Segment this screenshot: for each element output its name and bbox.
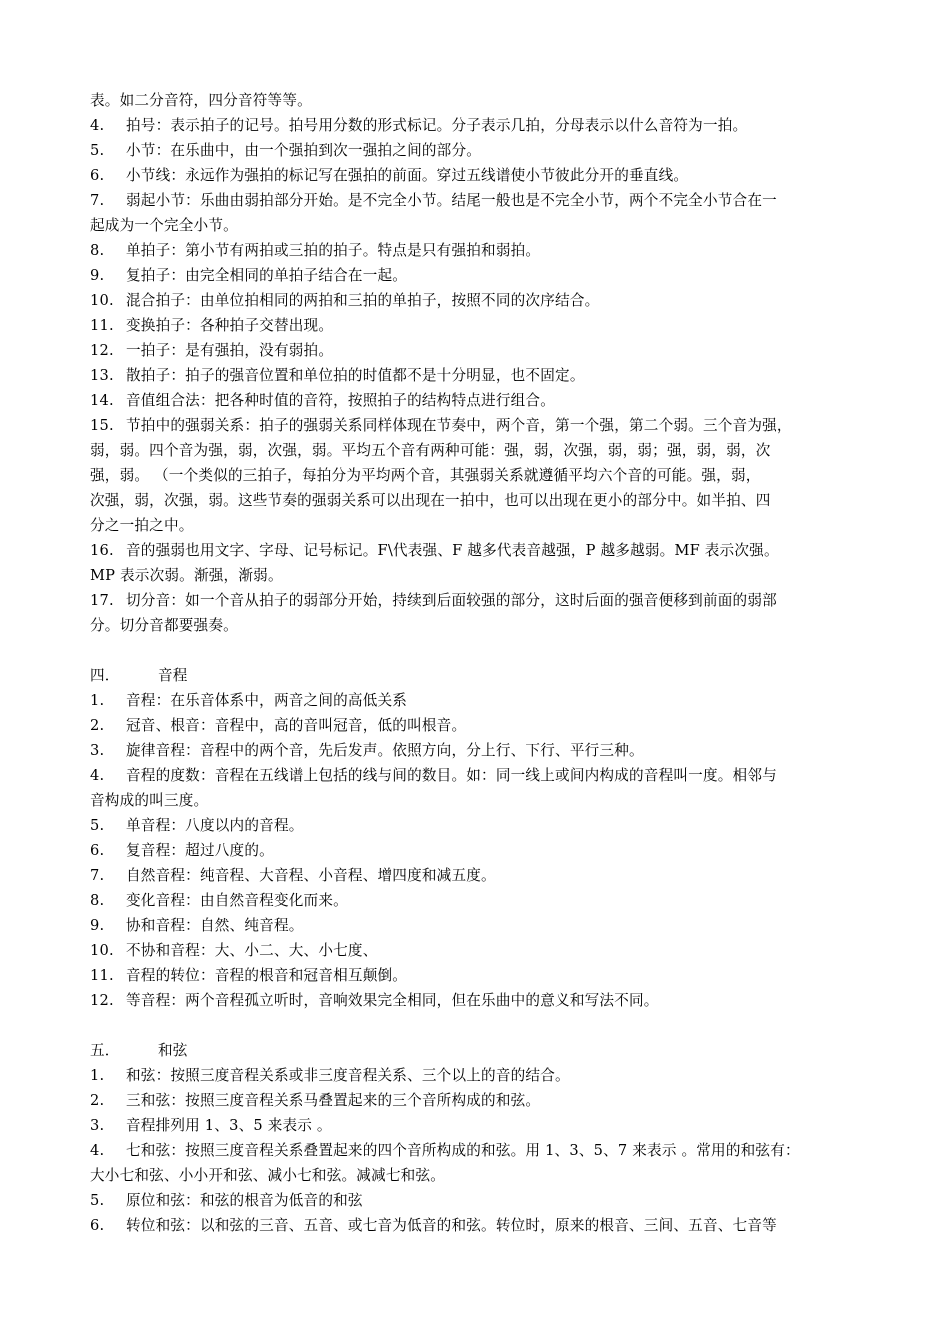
item-text: 旋律音程：音程中的两个音，先后发声。依照方向，分上行、下行、平行三种。 bbox=[126, 742, 644, 759]
item-text: 切分音：如一个音从拍子的弱部分开始，持续到后面较强的部分，这时后面的强音便移到前面的弱部 bbox=[126, 592, 777, 609]
item-text: 原位和弦：和弦的根音为低音的和弦 bbox=[126, 1192, 363, 1209]
list-item bbox=[90, 813, 862, 838]
item-number: 11. bbox=[90, 967, 114, 984]
list-item bbox=[90, 963, 862, 988]
item-number: 4. bbox=[90, 117, 105, 134]
list-item bbox=[90, 313, 862, 338]
list-item bbox=[90, 1113, 862, 1138]
item-number: 5. bbox=[90, 1192, 105, 1209]
section-spacer bbox=[90, 1013, 862, 1038]
list-item bbox=[90, 1088, 862, 1113]
list-item bbox=[90, 863, 862, 888]
item-number: 9. bbox=[90, 267, 105, 284]
list-item bbox=[90, 988, 862, 1013]
item-text: 小节：在乐曲中，由一个强拍到次一强拍之间的部分。 bbox=[126, 142, 482, 159]
item-text: 一拍子：是有强拍，没有弱拍。 bbox=[126, 342, 334, 359]
item-number: 8. bbox=[90, 892, 105, 909]
list-item bbox=[90, 738, 862, 763]
item-number: 2. bbox=[90, 1092, 105, 1109]
section-number: 四． bbox=[90, 667, 120, 684]
item-text: 冠音、根音：音程中，高的音叫冠音，低的叫根音。 bbox=[126, 717, 467, 734]
item-text: 不协和音程：大、小二、大、小七度、 bbox=[126, 942, 378, 959]
item-text: 变化音程：由自然音程变化而来。 bbox=[126, 892, 348, 909]
item-number: 16. bbox=[90, 542, 114, 559]
item-text: 七和弦：按照三度音程关系叠置起来的四个音所构成的和弦。用 1、3、5、7 来表示 。常用的和弦有： bbox=[126, 1142, 800, 1159]
item-number: 4. bbox=[90, 1142, 105, 1159]
item-continuation: 分之一拍之中。 bbox=[90, 517, 194, 534]
item-text: 音值组合法：把各种时值的音符，按照拍子的结构特点进行组合。 bbox=[126, 392, 556, 409]
item-number: 3. bbox=[90, 742, 105, 759]
section-spacer bbox=[90, 638, 862, 663]
item-number: 7. bbox=[90, 867, 105, 884]
item-number: 7. bbox=[90, 192, 105, 209]
list-item bbox=[90, 538, 862, 563]
item-number: 8. bbox=[90, 242, 105, 259]
item-continuation: 强，弱。 （一个类似的三拍子，每拍分为平均两个音，其强弱关系就遵循平均六个音的可能。强，弱， bbox=[90, 467, 761, 484]
item-text: 协和音程：自然、纯音程。 bbox=[126, 917, 304, 934]
item-number: 5. bbox=[90, 142, 105, 159]
item-text: 音程：在乐音体系中，两音之间的高低关系 bbox=[126, 692, 408, 709]
item-number: 3. bbox=[90, 1117, 105, 1134]
item-number: 11. bbox=[90, 317, 114, 334]
list-item bbox=[90, 938, 862, 963]
item-number: 4. bbox=[90, 767, 105, 784]
list-item bbox=[90, 1213, 862, 1238]
section-title: 音程 bbox=[158, 667, 188, 684]
item-number: 6. bbox=[90, 167, 105, 184]
item-text: 混合拍子：由单位拍相同的两拍和三拍的单拍子，按照不同的次序结合。 bbox=[126, 292, 600, 309]
item-number: 14. bbox=[90, 392, 114, 409]
list-item bbox=[90, 413, 862, 438]
item-number: 12. bbox=[90, 992, 114, 1009]
continued-line: 表。如二分音符，四分音符等等。 bbox=[90, 92, 312, 109]
item-text: 小节线：永远作为强拍的标记写在强拍的前面。穿过五线谱使小节彼此分开的垂直线。 bbox=[126, 167, 689, 184]
list-item bbox=[90, 338, 862, 363]
list-item bbox=[90, 238, 862, 263]
item-text: 变换拍子：各种拍子交替出现。 bbox=[126, 317, 334, 334]
item-text: 转位和弦：以和弦的三音、五音、或七音为低音的和弦。转位时，原来的根音、三间、五音、七音等 bbox=[126, 1217, 777, 1234]
list-item bbox=[90, 138, 862, 163]
list-item bbox=[90, 588, 862, 613]
item-text: 自然音程：纯音程、大音程、小音程、增四度和减五度。 bbox=[126, 867, 496, 884]
list-item bbox=[90, 288, 862, 313]
item-number: 1. bbox=[90, 1067, 105, 1084]
section-heading bbox=[90, 663, 862, 688]
item-number: 12. bbox=[90, 342, 114, 359]
section-heading bbox=[90, 1038, 862, 1063]
list-item bbox=[90, 888, 862, 913]
list-item bbox=[90, 163, 862, 188]
item-number: 6. bbox=[90, 842, 105, 859]
item-text: 等音程：两个音程孤立听时，音响效果完全相同，但在乐曲中的意义和写法不同。 bbox=[126, 992, 659, 1009]
item-number: 2. bbox=[90, 717, 105, 734]
list-item bbox=[90, 838, 862, 863]
item-text: 散拍子：拍子的强音位置和单位拍的时值都不是十分明显，也不固定。 bbox=[126, 367, 585, 384]
item-number: 5. bbox=[90, 817, 105, 834]
item-text: 音的强弱也用文字、字母、记号标记。F\代表强、F 越多代表音越强，P 越多越弱。MF 表示次强。 bbox=[126, 542, 779, 559]
document-body bbox=[90, 88, 862, 1238]
item-text: 音程的转位：音程的根音和冠音相互颠倒。 bbox=[126, 967, 408, 984]
item-text: 复音程：超过八度的。 bbox=[126, 842, 274, 859]
list-item bbox=[90, 688, 862, 713]
section-title: 和弦 bbox=[158, 1042, 188, 1059]
item-continuation: 次强，弱，次强，弱。这些节奏的强弱关系可以出现在一拍中，也可以出现在更小的部分中。如半拍、四 bbox=[90, 492, 771, 509]
item-continuation: MP 表示次弱。渐强，渐弱。 bbox=[90, 567, 283, 584]
item-text: 三和弦：按照三度音程关系马叠置起来的三个音所构成的和弦。 bbox=[126, 1092, 541, 1109]
item-continuation: 大小七和弦、小小开和弦、减小七和弦。减减七和弦。 bbox=[90, 1167, 446, 1184]
item-number: 15. bbox=[90, 417, 114, 434]
list-item bbox=[90, 913, 862, 938]
item-text: 复拍子：由完全相同的单拍子结合在一起。 bbox=[126, 267, 408, 284]
item-text: 节拍中的强弱关系：拍子的强弱关系同样体现在节奏中，两个音，第一个强，第二个弱。三个音为强， bbox=[126, 417, 792, 434]
item-continuation: 音构成的叫三度。 bbox=[90, 792, 209, 809]
item-number: 10. bbox=[90, 292, 114, 309]
list-item bbox=[90, 1138, 862, 1163]
list-item bbox=[90, 113, 862, 138]
list-item bbox=[90, 763, 862, 788]
item-continuation: 起成为一个完全小节。 bbox=[90, 217, 238, 234]
item-text: 单音程：八度以内的音程。 bbox=[126, 817, 304, 834]
item-number: 10. bbox=[90, 942, 114, 959]
item-number: 9. bbox=[90, 917, 105, 934]
item-text: 和弦：按照三度音程关系或非三度音程关系、三个以上的音的结合。 bbox=[126, 1067, 570, 1084]
item-number: 13. bbox=[90, 367, 114, 384]
item-number: 1. bbox=[90, 692, 105, 709]
item-continuation: 分。切分音都要强奏。 bbox=[90, 617, 238, 634]
item-number: 6. bbox=[90, 1217, 105, 1234]
list-item bbox=[90, 1188, 862, 1213]
item-text: 拍号：表示拍子的记号。拍号用分数的形式标记。分子表示几拍，分母表示以什么音符为一拍。 bbox=[126, 117, 748, 134]
item-continuation: 弱，弱。四个音为强，弱，次强，弱。平均五个音有两种可能：强，弱，次强，弱，弱；强，弱，弱，次 bbox=[90, 442, 771, 459]
item-number: 17. bbox=[90, 592, 114, 609]
list-item bbox=[90, 363, 862, 388]
list-item bbox=[90, 713, 862, 738]
list-item bbox=[90, 388, 862, 413]
list-item bbox=[90, 1063, 862, 1088]
item-text: 音程的度数：音程在五线谱上包括的线与间的数目。如：同一线上或间内构成的音程叫一度。相邻与 bbox=[126, 767, 777, 784]
item-text: 单拍子：第小节有两拍或三拍的拍子。特点是只有强拍和弱拍。 bbox=[126, 242, 541, 259]
list-item bbox=[90, 263, 862, 288]
item-text: 弱起小节：乐曲由弱拍部分开始。是不完全小节。结尾一般也是不完全小节，两个不完全小节合在一 bbox=[126, 192, 777, 209]
section-number: 五． bbox=[90, 1042, 120, 1059]
list-item bbox=[90, 188, 862, 213]
item-text: 音程排列用 1、3、5 来表示 。 bbox=[126, 1117, 332, 1134]
